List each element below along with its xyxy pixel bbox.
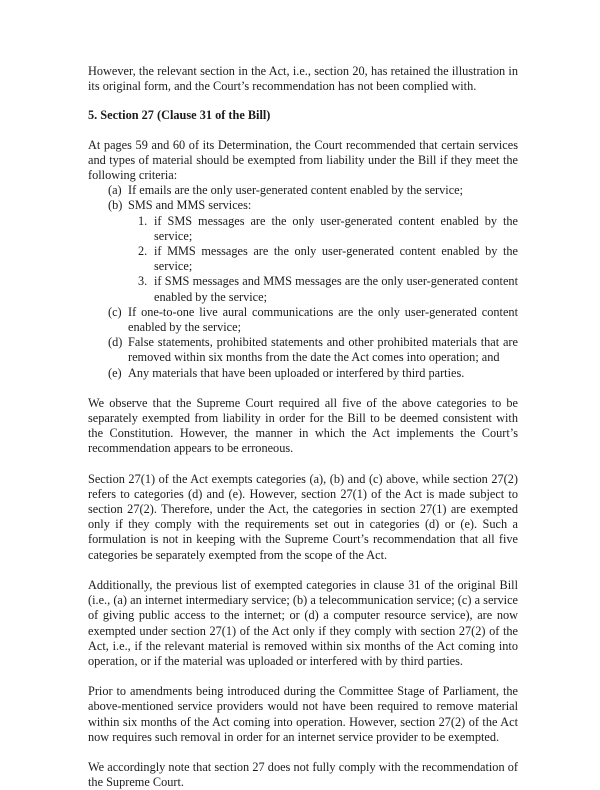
list-marker: (d) [108,335,123,350]
list-item-text: False statements, prohibited statements and other prohibited materials that are removed within six months from the date the Act comes into operation; and [128,335,518,365]
sublist-item [138,274,518,304]
sublist-item [138,214,518,244]
sublist-marker: 3. [138,274,148,289]
list-item [108,305,518,335]
list-marker: (a) [108,183,122,198]
prior-amendments-paragraph: Prior to amendments being introduced during the Committee Stage of Parliament, the above-mentioned service providers would not have been required to remove material within six months of the Act coming into operation. However, section 27(2) of the Act now requires such removal in order for an internet service provider to be exempted. [88,684,518,744]
list-marker: (b) [108,198,123,213]
intro-paragraph: However, the relevant section in the Act, i.e., section 20, has retained the illustration in its original form, and the Court’s recommendation has not been complied with. [88,64,518,94]
list-item [108,335,518,365]
list-marker: (c) [108,304,122,319]
sublist-item-text: if SMS messages and MMS messages are the only user-generated content enabled by the service; [154,274,518,304]
sublist-marker: 1. [138,213,148,228]
list-item-text: Any materials that have been uploaded or interfered by third parties. [128,365,465,380]
section-heading: 5. Section 27 (Clause 31 of the Bill) [88,108,271,123]
additionally-paragraph: Additionally, the previous list of exempted categories in clause 31 of the original Bill (i.e., (a) an internet intermediary service; (b) a telecommunication service; (c) a service of giving public access to the internet; or (d) a computer resource service), are now exempted under section 27(1) of the Act only if they comply with section 27(2) of the Act, i.e., if the relevant material is removed within six months of the Act coming into operation, or if the material was uploaded or interfered with by third parties. [88,577,518,668]
observation-paragraph: We observe that the Supreme Court required all five of the above categories to be separately exempted from liability in order for the Bill to be deemed consistent with the Constitution. However, the manner in which the Act implements the Court’s recommendation appears to be erroneous. [88,395,518,456]
sublist-marker: 2. [138,244,148,259]
sublist-item [138,244,518,274]
conclusion-paragraph: We accordingly note that section 27 does not fully comply with the recommendation of the Supreme Court. [88,759,518,790]
list-item-text: SMS and MMS services: [128,198,252,213]
list-marker: (e) [108,365,122,380]
list-item [108,198,518,213]
recommendation-paragraph: At pages 59 and 60 of its Determination, the Court recommended that certain services and types of material should be exempted from liability under the Bill if they meet the following criteria: [88,137,518,183]
sublist-item-text: if MMS messages are the only user-generated content enabled by the service; [154,244,518,274]
list-item [108,183,518,198]
list-item [108,366,518,381]
list-item-text: If emails are the only user-generated content enabled by the service; [128,183,464,198]
list-item-text: If one-to-one live aural communications are the only user-generated content enabled by the service; [128,304,518,335]
section-27-1-paragraph: Section 27(1) of the Act exempts categories (a), (b) and (c) above, while section 27(2) refers to categories (d) and (e). However, section 27(1) of the Act is made subject to section 27(2). Therefore, under the Act, the categories in section 27(1) are exempted only if they comply with the requirements set out in categories (d) or (e). Such a formulation is not in keeping with the Supreme Court’s recommendation that all five categories be separately exempted from the scope of the Act. [88,471,518,562]
criteria-list [88,183,518,381]
sublist-item-text: if SMS messages are the only user-generated content enabled by the service; [154,213,518,243]
